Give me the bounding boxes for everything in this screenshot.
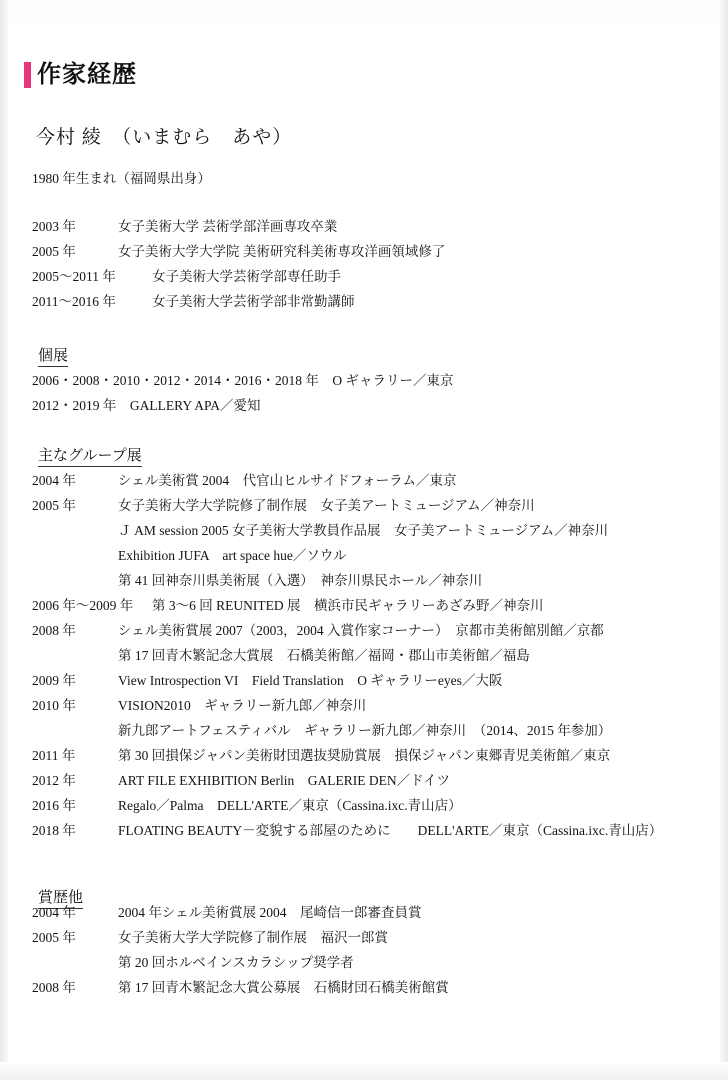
education-block bbox=[32, 214, 445, 314]
entry-text: シェル美術賞展 2007（2003，2004 入賞作家コーナー） 京都市美術館別館／京都 bbox=[118, 623, 604, 638]
artist-name: 今村 綾 （いまむら あや） bbox=[36, 127, 293, 148]
list-item bbox=[32, 618, 662, 643]
list-item bbox=[32, 518, 662, 543]
entry-text: 女子美術大学 芸術学部洋画専攻卒業 bbox=[118, 219, 338, 234]
entry-text: Ｊ AM session 2005 女子美術大学教員作品展 女子美アートミュージアム／神奈川 bbox=[118, 523, 609, 538]
entry-text: Regalo／Palma DELL'ARTE／東京（Cassina.ixc.青山店） bbox=[118, 798, 462, 813]
entry-text: 第 17 回青木繁記念大賞公募展 石橋財団石橋美術館賞 bbox=[118, 980, 449, 995]
entry-text: 2004 年シェル美術賞展 2004 尾崎信一郎審査員賞 bbox=[118, 905, 422, 920]
entry-year: 2012 年 bbox=[32, 773, 76, 788]
entry-text: ART FILE EXHIBITION Berlin GALERIE DEN／ドイツ bbox=[118, 773, 450, 788]
entry-text: 第 3〜6 回 REUNITED 展 横浜市民ギャラリーあざみ野／神奈川 bbox=[152, 598, 544, 613]
entry-text: FLOATING BEAUTY－変貌する部屋のために DELL'ARTE／東京（Cassina.ixc.青山店） bbox=[118, 823, 663, 838]
list-item bbox=[32, 718, 662, 743]
entry-year: 2008 年 bbox=[32, 980, 76, 995]
list-item bbox=[32, 818, 662, 843]
entry-year: 2003 年 bbox=[32, 219, 76, 234]
list-item bbox=[32, 643, 662, 668]
page-top-strip bbox=[0, 0, 728, 26]
entry-text: 新九郎アートフェスティバル ギャラリー新九郎／神奈川 （2014、2015 年参加） bbox=[118, 723, 612, 738]
list-item bbox=[32, 743, 662, 768]
title-text: 作家経歴 bbox=[37, 62, 137, 88]
entry-text: 女子美術大学大学院 美術研究科美術専攻洋画領域修了 bbox=[118, 244, 446, 259]
section-heading-awards: 賞歴他 bbox=[38, 886, 83, 909]
list-item bbox=[32, 593, 662, 618]
group-exhibitions-block bbox=[32, 468, 662, 843]
entry-text: 女子美術大学芸術学部非常勤講師 bbox=[152, 294, 355, 309]
entry-year: 2005 年 bbox=[32, 930, 76, 945]
entry-year: 2016 年 bbox=[32, 798, 76, 813]
list-item bbox=[32, 493, 662, 518]
list-item bbox=[32, 568, 662, 593]
entry-text: 女子美術大学大学院修了制作展 福沢一郎賞 bbox=[118, 930, 388, 945]
list-item bbox=[32, 239, 445, 264]
list-item bbox=[32, 543, 662, 568]
entry-year: 2005 年 bbox=[32, 244, 76, 259]
list-item bbox=[32, 289, 445, 314]
entry-text: 女子美術大学芸術学部専任助手 bbox=[152, 269, 341, 284]
list-item bbox=[32, 793, 662, 818]
entry-year: 2004 年 bbox=[32, 905, 76, 920]
entry-year: 2006 年〜2009 年 bbox=[32, 598, 134, 613]
section-heading-solo: 個展 bbox=[38, 344, 68, 367]
list-item bbox=[32, 468, 662, 493]
section-heading-group: 主なグループ展 bbox=[38, 444, 142, 467]
entry-text: 第 41 回神奈川県美術展（入選） 神奈川県民ホール／神奈川 bbox=[118, 573, 483, 588]
entry-year: 2005〜2011 年 bbox=[32, 269, 116, 284]
awards-block bbox=[32, 900, 449, 1000]
entry-text: 第 17 回青木繁記念大賞展 石橋美術館／福岡・郡山市美術館／福島 bbox=[118, 648, 530, 663]
entry-year: 2018 年 bbox=[32, 823, 76, 838]
entry-text: シェル美術賞 2004 代官山ヒルサイドフォーラム／東京 bbox=[118, 473, 457, 488]
list-item bbox=[32, 925, 449, 950]
page-title bbox=[24, 62, 137, 88]
list-item bbox=[32, 668, 662, 693]
list-item bbox=[32, 975, 449, 1000]
solo-exhibitions-block bbox=[32, 368, 454, 418]
entry-text: VISION2010 ギャラリー新九郎／神奈川 bbox=[118, 698, 367, 713]
entry-text: View Introspection VI Field Translation O ギャラリーeyes／大阪 bbox=[118, 673, 503, 688]
list-item bbox=[32, 214, 445, 239]
list-item: 2006・2008・2010・2012・2014・2016・2018 年 O ギャラリー／東京 bbox=[32, 373, 454, 388]
page-left-edge-shadow bbox=[0, 0, 8, 1080]
entry-year: 2011 年 bbox=[32, 748, 76, 763]
entry-text: Exhibition JUFA art space hue／ソウル bbox=[118, 548, 347, 563]
list-item bbox=[32, 693, 662, 718]
title-accent-bar bbox=[24, 62, 31, 88]
list-item bbox=[32, 950, 449, 975]
page-bottom-shadow bbox=[0, 1062, 728, 1080]
entry-year: 2004 年 bbox=[32, 473, 76, 488]
entry-text: 女子美術大学大学院修了制作展 女子美アートミュージアム／神奈川 bbox=[118, 498, 535, 513]
entry-year: 2010 年 bbox=[32, 698, 76, 713]
list-item bbox=[32, 768, 662, 793]
entry-year: 2008 年 bbox=[32, 623, 76, 638]
entry-year: 2009 年 bbox=[32, 673, 76, 688]
entry-text: 第 20 回ホルベインスカラシップ奨学者 bbox=[118, 955, 354, 970]
list-item: 2012・2019 年 GALLERY APA／愛知 bbox=[32, 398, 261, 413]
entry-text: 第 30 回損保ジャパン美術財団選抜奨励賞展 損保ジャパン東郷青児美術館／東京 bbox=[118, 748, 611, 763]
entry-year: 2011〜2016 年 bbox=[32, 294, 116, 309]
entry-year: 2005 年 bbox=[32, 498, 76, 513]
page-right-edge-shadow bbox=[720, 0, 728, 1080]
artist-birth: 1980 年生まれ（福岡県出身） bbox=[32, 171, 211, 186]
list-item bbox=[32, 900, 449, 925]
list-item bbox=[32, 264, 445, 289]
